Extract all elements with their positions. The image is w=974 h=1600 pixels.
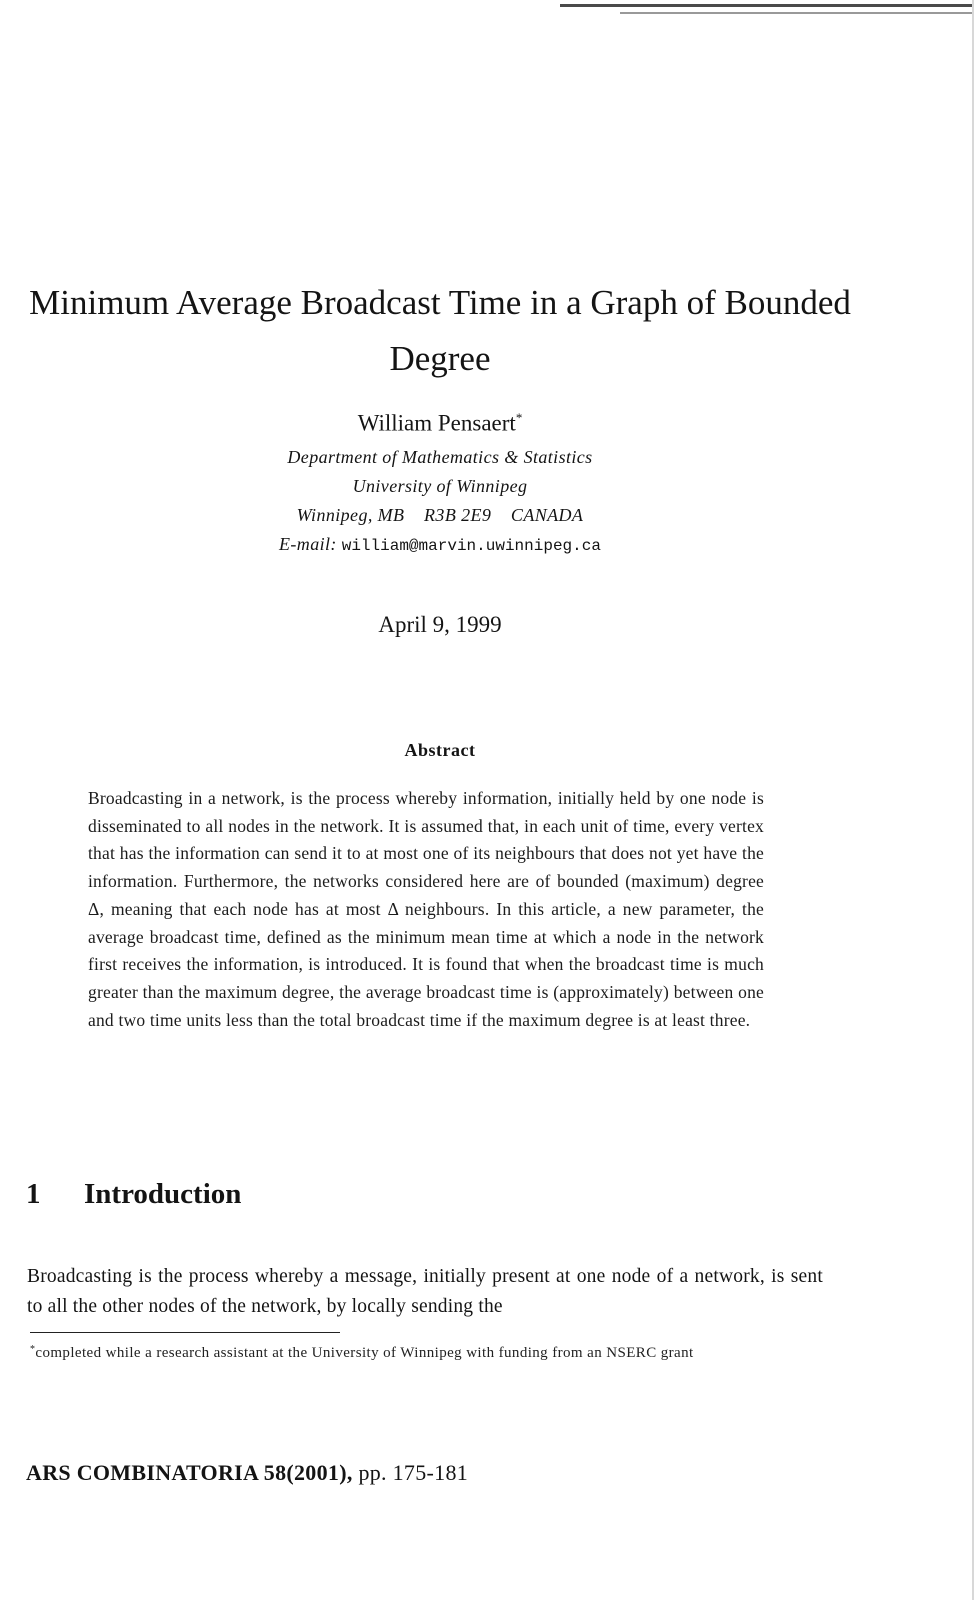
affiliation-university: University of Winnipeg (352, 476, 528, 496)
paper-date: April 9, 1999 (378, 612, 502, 637)
section-number: 1 (26, 1178, 41, 1210)
author-name: William Pensaert (357, 410, 516, 436)
affiliation-email-line (20, 534, 860, 555)
abstract-text: Broadcasting in a network, is the process whereby information, initially held by one node is disseminated to all nodes in the network. It is assumed that, in each unit of time, every vertex that has the information can send it to at most one of its neighbours that does not yet have the information. Furthermore, the networks considered here are of bounded (maximum) degree Δ, meaning that each node has at most Δ neighbours. In this article, a new parameter, the average broadcast time, defined as the minimum mean time at which a node in the network first receives the information, is introduced. It is found that when the broadcast time is much greater than the maximum degree, the average broadcast time is (approximately) between one and two time units less than the total broadcast time if the maximum degree is at least three. (88, 788, 764, 1030)
journal-pages: pp. 175-181 (358, 1460, 469, 1485)
footnote-rule (30, 1332, 340, 1333)
author-line (20, 410, 860, 437)
section-heading (26, 1178, 241, 1211)
email-label: E-mail: (279, 534, 337, 554)
footnote (30, 1338, 822, 1365)
email-address: william@marvin.uwinnipeg.ca (341, 537, 601, 555)
journal-citation (26, 1460, 468, 1486)
footnote-mark: * (30, 1344, 36, 1355)
scan-edge-mark (620, 12, 974, 14)
journal-name: ARS COMBINATORIA 58(2001), (26, 1460, 353, 1485)
affiliation-address: Winnipeg, MB R3B 2E9 CANADA (296, 505, 584, 525)
scan-edge-mark (560, 4, 974, 7)
section-title: Introduction (84, 1178, 242, 1210)
paper-title: Minimum Average Broadcast Time in a Graph of Bounded Degree (29, 283, 851, 379)
affiliation-department: Department of Mathematics & Statistics (287, 447, 593, 467)
introduction-text: Broadcasting is the process whereby a message, initially present at one node of a network, is sent to all the other nodes of the network, by locally sending the (27, 1266, 823, 1317)
abstract-heading: Abstract (404, 740, 476, 760)
author-footnote-mark: * (515, 410, 523, 425)
footnote-text: completed while a research assistant at the University of Winnipeg with funding from an NSERC grant (35, 1345, 694, 1361)
